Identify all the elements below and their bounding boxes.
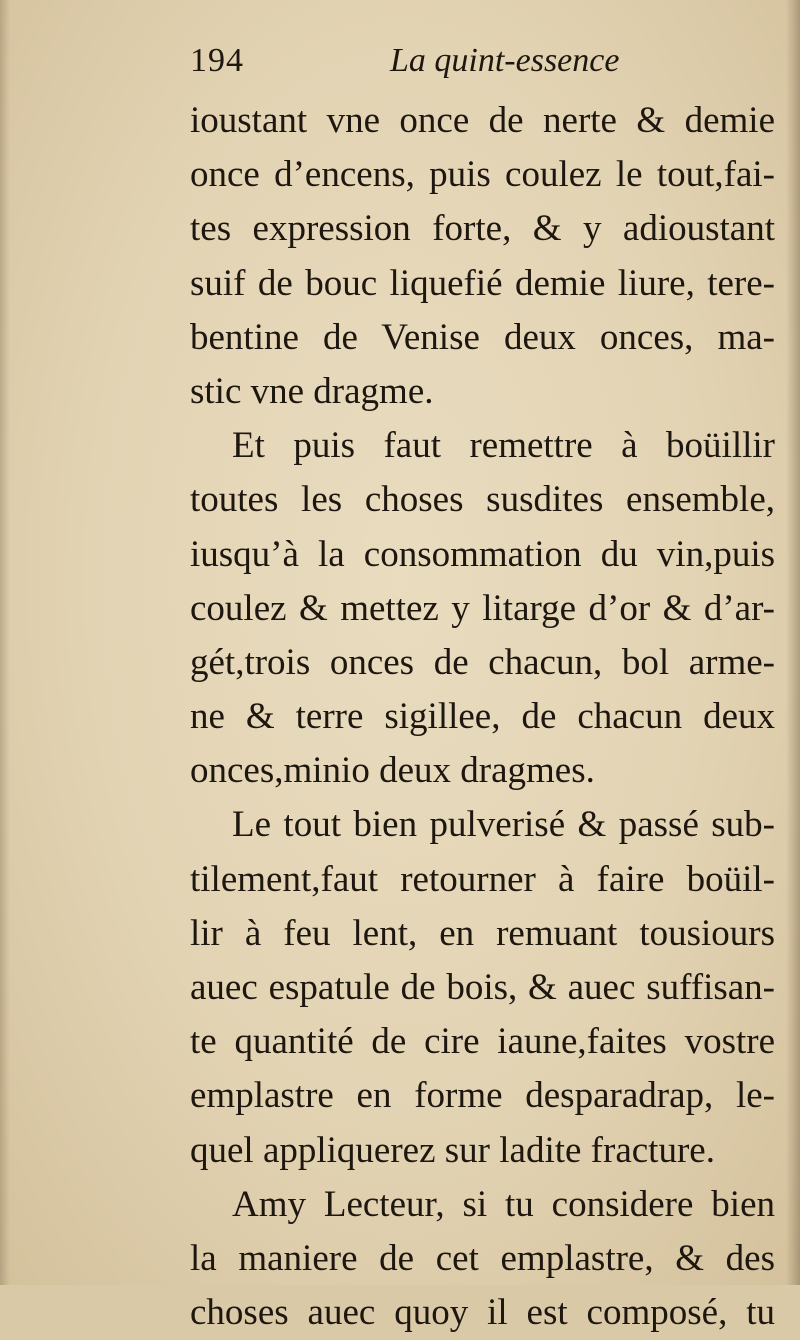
text-line: ioustant vne once de nerte & demie xyxy=(190,100,775,141)
page-number: 194 xyxy=(190,42,244,79)
text-line: stic vne dragme. xyxy=(190,370,434,412)
page-edge-shadow-left xyxy=(0,0,10,1285)
paragraph xyxy=(190,419,775,798)
text-line: te quantité de cire iaune,faites vostre xyxy=(190,1021,775,1063)
text-line: suif de bouc liquefié demie liure, tere- xyxy=(190,262,775,304)
text-line: la maniere de cet emplastre, & des xyxy=(190,1237,775,1279)
text-line: choses auec quoy il est composé, tu xyxy=(190,1292,775,1334)
text-line: once d’encens, puis coulez le tout,fai- xyxy=(190,154,775,196)
text-line: auec espatule de bois, & auec suffisan- xyxy=(190,967,775,1008)
text-line: coulez & mettez y litarge d’or & d’ar- xyxy=(190,587,775,629)
text-line: bentine de Venise deux onces, ma- xyxy=(190,316,775,358)
page-header xyxy=(190,42,780,90)
text-line: emplastre en forme desparadrap, le- xyxy=(190,1075,775,1117)
running-title: La quint-essence xyxy=(390,42,620,79)
text-line: gét,trois onces de chacun, bol arme- xyxy=(190,641,775,683)
text-line: toutes les choses susdites ensemble, xyxy=(190,479,775,521)
text-line: tilement,faut retourner à faire boüil- xyxy=(190,858,775,900)
text-line: Le tout bien pulverisé & passé sub- xyxy=(232,804,775,846)
text-line: tes expression forte, & y adioustant xyxy=(190,208,775,250)
paragraph xyxy=(190,1178,775,1340)
page-edge-shadow-right xyxy=(786,0,800,1285)
text-line: quel appliquerez sur ladite fracture. xyxy=(190,1129,715,1171)
paragraph xyxy=(190,94,775,419)
text-line: ne & terre sigillee, de chacun deux xyxy=(190,696,775,738)
paragraph xyxy=(190,798,775,1177)
text-line: iusqu’à la consommation du vin,puis xyxy=(190,533,775,575)
text-line: Amy Lecteur, si tu considere bien xyxy=(232,1183,775,1225)
text-line: onces,minio deux dragmes. xyxy=(190,750,595,792)
body-text xyxy=(190,94,775,1340)
text-line: lir à feu lent, en remuant tousiours xyxy=(190,912,775,954)
text-line: Et puis faut remettre à boüillir xyxy=(232,425,775,467)
